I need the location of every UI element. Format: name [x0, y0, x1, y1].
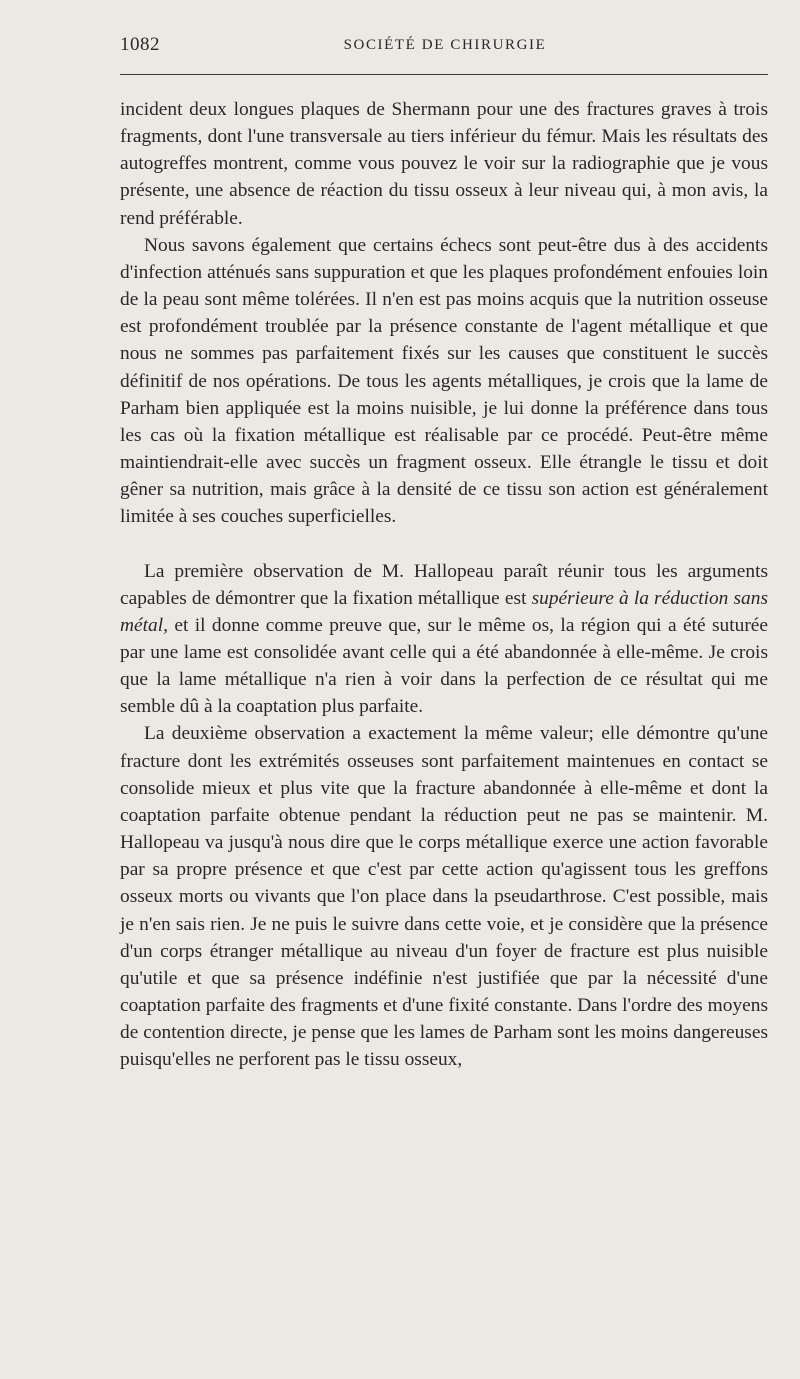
body-text	[120, 96, 768, 1073]
running-head: SOCIÉTÉ DE CHIRURGIE	[343, 37, 547, 53]
page-number: 1082	[120, 34, 160, 55]
paragraph-3-start: La première observation de M. Hallopeau paraît réunir tous les arguments capables de démontrer que la fixation métallique est	[120, 560, 768, 609]
paragraph-2: Nous savons également que certains échecs sont peut-être dus à des accidents d'infection atténués sans suppuration et que les plaques profondément enfouies loin de la peau sont même tolérées. Il n'en est pas moins acquis que la nutrition osseuse est profondément troublée par la présence constante de l'agent métallique et que nous ne sommes pas parfaitement fixés sur les causes que constituent le succès définitif de nos opérations. De tous les agents métalliques, je crois que la lame de Parham bien appliquée est la moins nuisible, je lui donne la préférence dans tous les cas où la fixation métallique est réalisable par ce procédé. Peut-être même maintiendrait-elle avec succès un fragment osseux. Elle étrangle le tissu et doit gêner sa nutrition, mais grâce à la densité de ce tissu son action est généralement limitée à ses couches superficielles.	[120, 234, 768, 528]
header-rule	[120, 74, 768, 75]
paragraph-3-end: et il donne comme preuve que, sur le même os, la région qui a été suturée par une lame est consolidée avant celle qui a été abandonnée à elle-même. Je crois que la lame métallique n'a rien à voir dans la perfection de ce résultat qui me semble dû à la coaptation plus parfaite.	[120, 614, 768, 718]
paragraph-1: incident deux longues plaques de Shermann pour une des fractures graves à trois fragments, dont l'une transversale au tiers inférieur du fémur. Mais les résultats des autogreffes montrent, comme vous pouvez le voir sur la radiographie que je vous présente, une absence de réaction du tissu osseux à leur niveau qui, à mon avis, la rend préférable.	[120, 99, 768, 229]
paragraph-3	[120, 558, 768, 721]
page-header	[120, 34, 770, 64]
italic-phrase: supérieure à la réduction sans métal,	[120, 587, 768, 636]
paragraph-4: La deuxième observation a exactement la même valeur; elle démontre qu'une fracture dont les extrémités osseuses sont parfaitement maintenues en contact se consolide mieux et plus vite que la fracture abandonnée à elle-même et dont la coaptation parfaite obtenue pendant la réduction peut ne pas se maintenir. M. Hallopeau va jusqu'à nous dire que le corps métallique exerce une action favorable par sa propre présence et que c'est par cette action qu'agissent tous les greffons osseux morts ou vivants que l'on place dans la pseudarthrose. C'est possible, mais je n'en sais rien. Je ne puis le suivre dans cette voie, et je considère que la présence d'un corps étranger métallique au niveau d'un foyer de fracture est plus nuisible qu'utile et que sa présence indéfinie n'est justifiée que par la nécessité d'une coaptation parfaite des fragments et d'une fixité constante. Dans l'ordre des moyens de contention directe, je pense que les lames de Parham sont les moins dangereuses puisqu'elles ne perforent pas le tissu osseux,	[120, 723, 768, 1071]
